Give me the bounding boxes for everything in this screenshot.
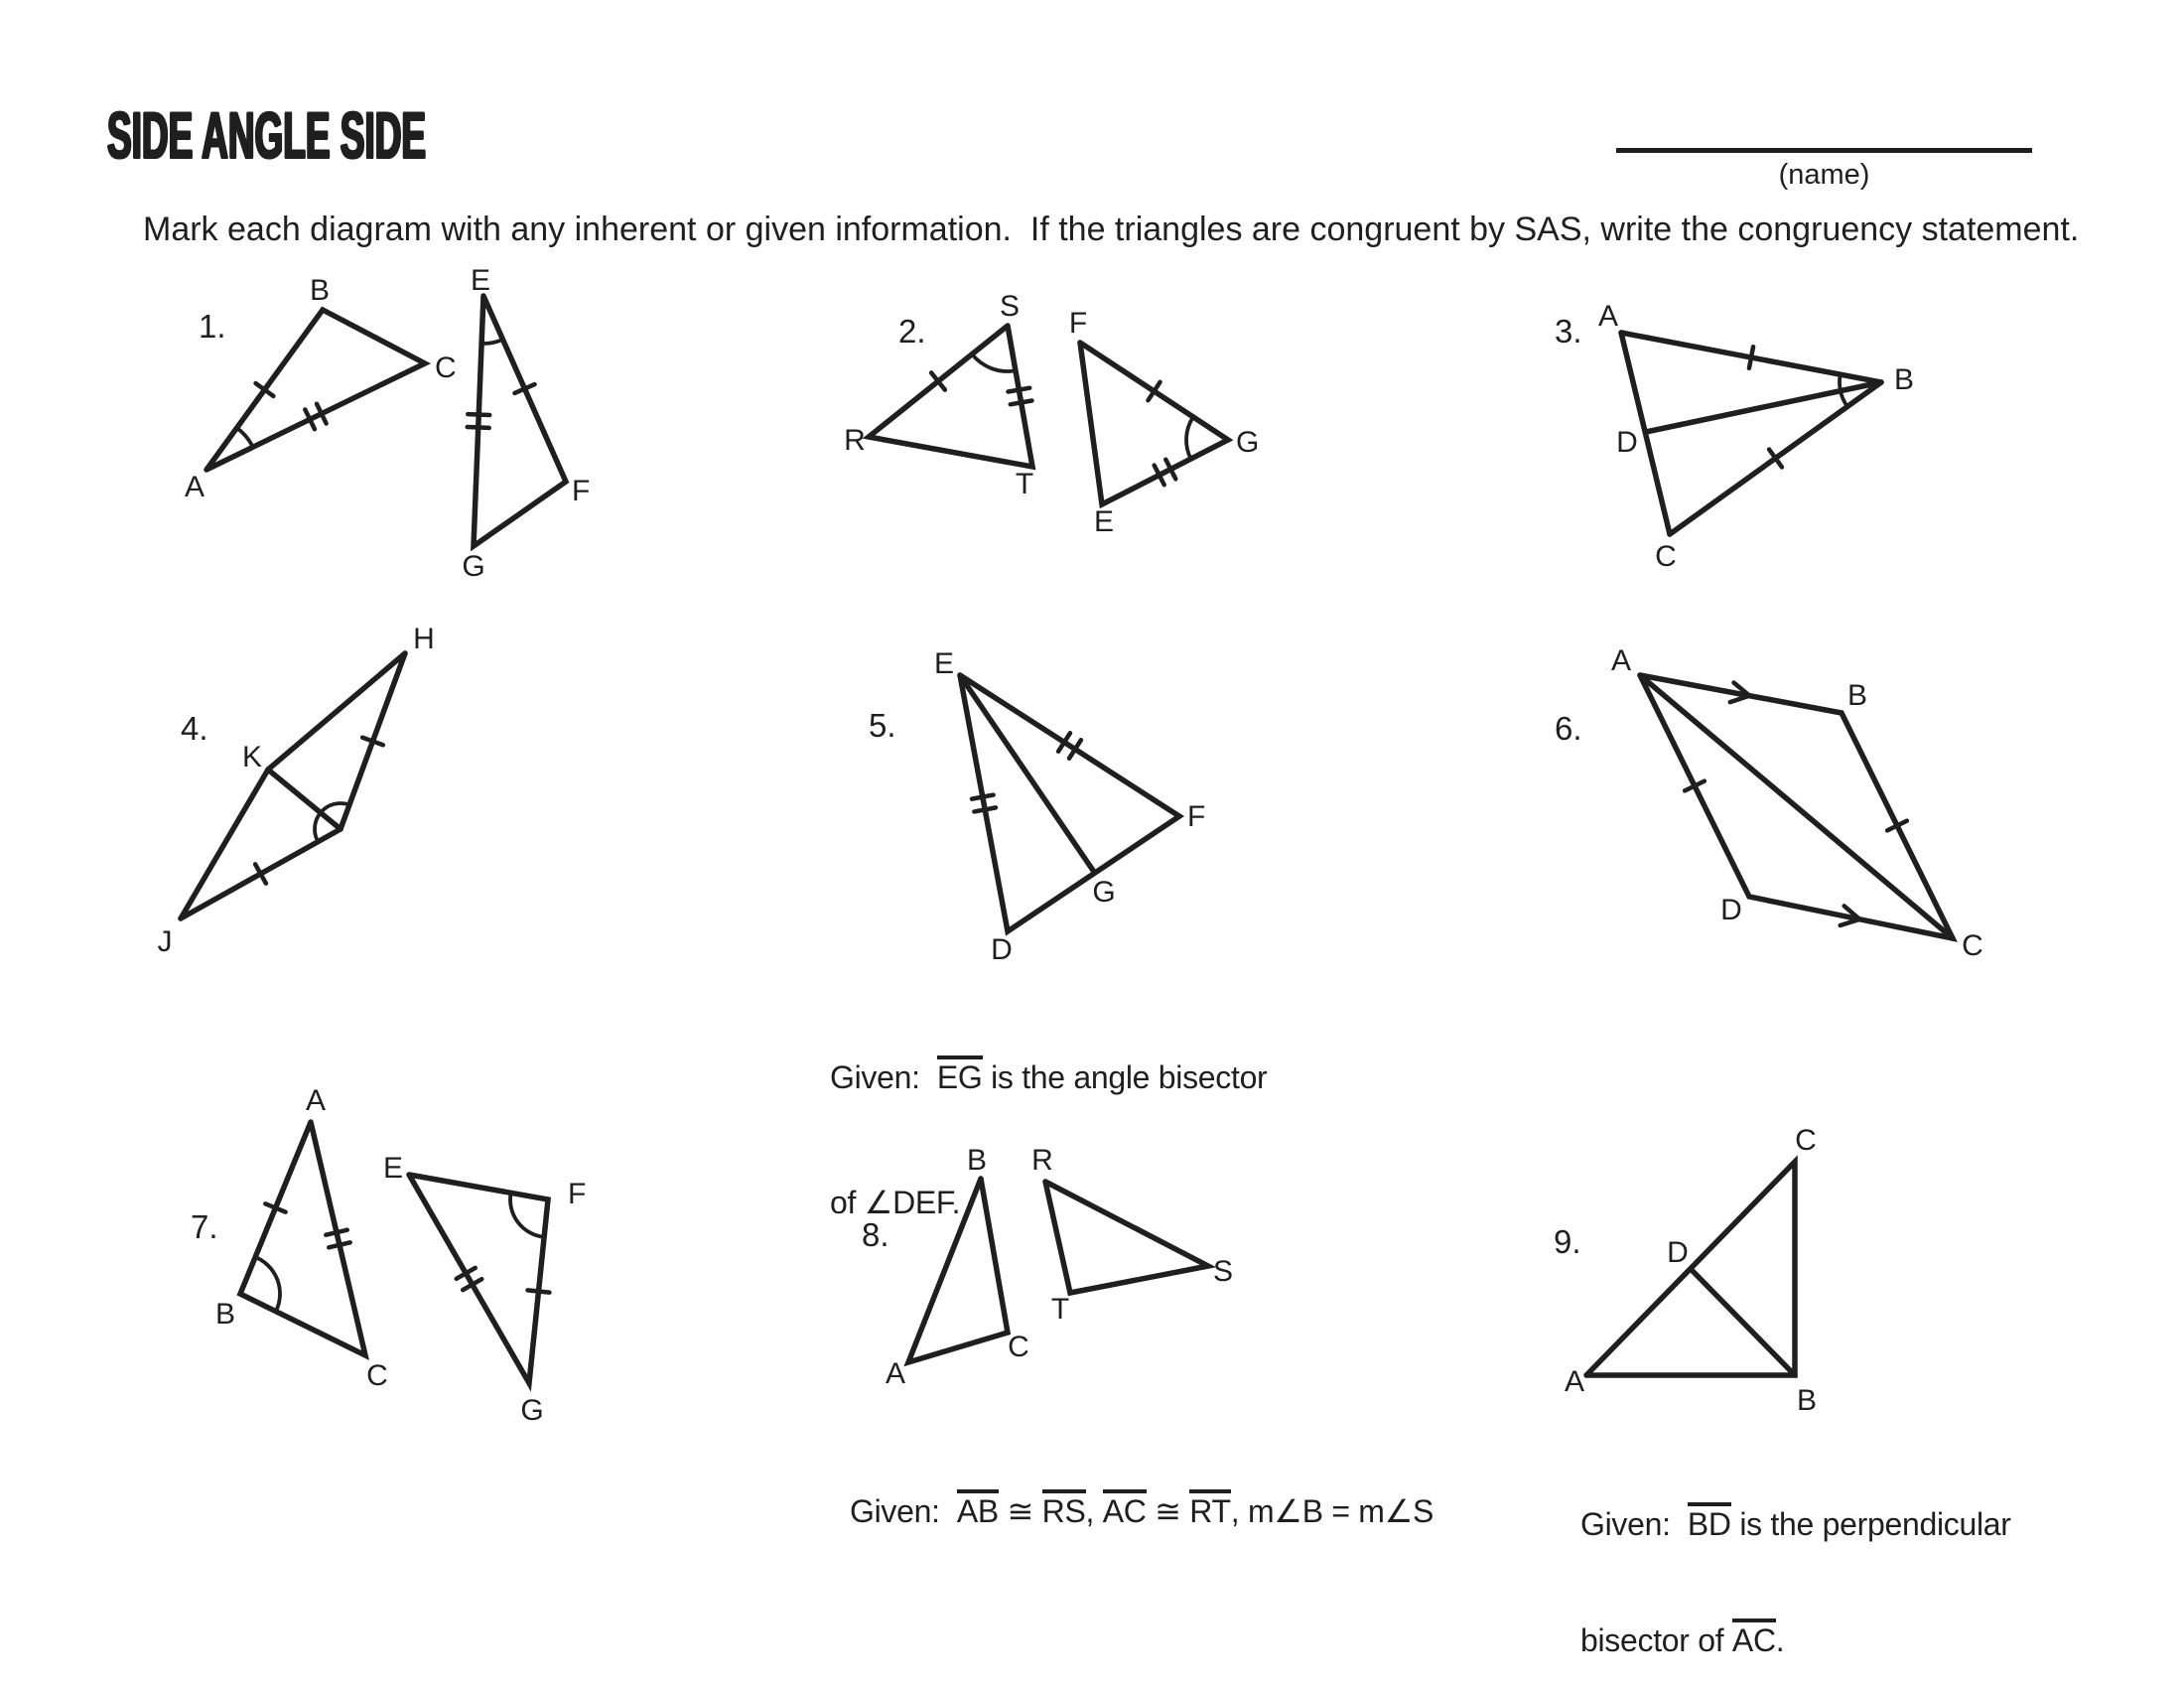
- triangle-rst-outline: [869, 326, 1032, 467]
- problem-1-diagram: [185, 264, 590, 583]
- vertex-label-c: C: [1008, 1331, 1029, 1363]
- angle-equality-text: , m∠B = m∠S: [1230, 1493, 1434, 1529]
- problem-2-number: 2.: [898, 313, 926, 350]
- vertex-label-h: H: [413, 623, 435, 655]
- angle-mark-s: [972, 354, 1016, 371]
- segments-hm-mj: [181, 653, 405, 918]
- given-label: Given:: [830, 1059, 937, 1095]
- instructions-text: Mark each diagram with any inherent or given information. If the triangles are congruent by SAS, write the congruency statement.: [143, 211, 2080, 248]
- vertex-label-b: B: [966, 1144, 988, 1177]
- vertex-label-s: S: [999, 290, 1021, 323]
- given-5-line-2: [830, 1182, 1267, 1223]
- vertex-label-a: A: [305, 1084, 327, 1117]
- triangle-def-outline: [960, 675, 1179, 931]
- segment-ref-bd: BD: [1688, 1502, 1731, 1540]
- given-9-line-2: [1580, 1618, 2011, 1659]
- given-label: Given:: [850, 1493, 957, 1529]
- vertex-label-d: D: [1720, 894, 1742, 926]
- segment-ref-rs: RS: [1042, 1489, 1086, 1527]
- triangle-abc-outline: [206, 310, 425, 470]
- angle-mark-g: [1186, 417, 1193, 459]
- vertex-label-c: C: [435, 352, 457, 384]
- vertex-label-a: A: [1610, 644, 1632, 677]
- vertex-label-k: K: [241, 741, 263, 774]
- problem-9-diagram: [1554, 1124, 1817, 1417]
- given-text-problem-9: [1580, 1427, 2011, 1688]
- vertex-label-s: S: [1212, 1255, 1234, 1288]
- vertex-label-b: B: [1796, 1384, 1818, 1417]
- problem-5-diagram: [869, 647, 1205, 966]
- vertex-label-e: E: [382, 1152, 404, 1185]
- name-caption: (name): [1778, 159, 1870, 191]
- vertex-label-f: F: [568, 1178, 587, 1210]
- vertex-label-b: B: [1846, 679, 1868, 712]
- triangle-fge-outline: [1080, 343, 1228, 504]
- vertex-label-c: C: [1795, 1124, 1817, 1157]
- tick-mark-ab: [1749, 347, 1753, 368]
- angle-mark-e: [481, 340, 502, 344]
- triangle-abc-outline: [240, 1122, 365, 1355]
- given-text-problem-8: [850, 1406, 1433, 1616]
- problem-6-number: 6.: [1555, 710, 1582, 747]
- given-text: is the angle bisector: [982, 1059, 1268, 1095]
- vertex-label-c: C: [366, 1359, 388, 1392]
- vertex-label-d: D: [991, 933, 1013, 966]
- vertex-label-d: D: [1667, 1236, 1689, 1269]
- problem-1-number: 1.: [199, 308, 226, 345]
- vertex-label-t: T: [1015, 468, 1034, 500]
- problem-2-diagram: [844, 290, 1259, 538]
- segment-ref-ac: AC: [1732, 1618, 1776, 1656]
- vertex-label-a: A: [1597, 300, 1619, 333]
- segment-db: [1691, 1269, 1795, 1375]
- vertex-label-c: C: [1962, 929, 1983, 962]
- problem-4-number: 4.: [181, 710, 208, 747]
- segment-ref-ac: AC: [1103, 1489, 1147, 1527]
- vertex-label-e2: E: [1093, 505, 1115, 538]
- problem-5-number: 5.: [869, 707, 896, 744]
- vertex-label-j: J: [157, 925, 173, 958]
- vertex-label-f: F: [1187, 800, 1206, 833]
- vertex-label-a: A: [885, 1357, 906, 1390]
- problem-3-diagram: [1555, 300, 1914, 573]
- given-5-line-1: [830, 1055, 1267, 1098]
- vertex-label-g: G: [520, 1394, 544, 1427]
- vertex-label-f2: F: [1068, 307, 1088, 340]
- vertex-label-a: A: [184, 471, 205, 503]
- vertex-label-g: G: [462, 550, 485, 583]
- congruent-symbol: ≅: [1146, 1493, 1190, 1529]
- congruent-symbol: ≅: [998, 1493, 1042, 1529]
- angle-mark-dbc: [1841, 391, 1847, 407]
- vertex-label-g2: G: [1236, 426, 1260, 459]
- vertex-label-a: A: [1564, 1365, 1585, 1398]
- problem-6-diagram: [1555, 644, 1983, 962]
- problem-9-number: 9.: [1554, 1223, 1581, 1260]
- separator: ,: [1085, 1493, 1103, 1529]
- diagonal-ac: [1640, 675, 1953, 938]
- angle-ref-def: of ∠DEF.: [830, 1185, 961, 1220]
- problem-7-number: 7.: [191, 1208, 218, 1245]
- problem-8-number: 8.: [862, 1216, 889, 1253]
- page-title: SIDE ANGLE SIDE: [107, 98, 427, 172]
- vertex-label-g: G: [1092, 876, 1116, 909]
- problem-7-diagram: [191, 1084, 586, 1427]
- segment-ref-rt: RT: [1189, 1489, 1230, 1527]
- vertex-label-r: R: [844, 424, 866, 457]
- angle-mark-abd: [1840, 374, 1841, 391]
- triangle-efg-outline: [474, 296, 566, 546]
- given-9-line-1: [1580, 1502, 2011, 1543]
- segment-km: [268, 770, 341, 829]
- given-text: bisector of: [1580, 1622, 1732, 1658]
- vertex-label-b: B: [309, 274, 331, 307]
- vertex-label-d: D: [1616, 426, 1638, 459]
- vertex-label-b: B: [214, 1298, 236, 1331]
- vertex-label-b: B: [1894, 363, 1915, 396]
- given-text: is the perpendicular: [1730, 1506, 2011, 1542]
- angle-mark-a: [237, 428, 253, 447]
- problem-3-number: 3.: [1555, 313, 1582, 350]
- segment-ref-eg: EG: [937, 1055, 983, 1093]
- vertex-label-e: E: [933, 647, 955, 680]
- given-label: Given:: [1580, 1506, 1688, 1542]
- given-text-problem-5: [830, 972, 1267, 1307]
- vertex-label-e: E: [470, 264, 491, 297]
- period: .: [1775, 1622, 1785, 1658]
- vertex-label-c: C: [1655, 540, 1677, 573]
- tick-mark-fg: [528, 1290, 550, 1292]
- problem-4-diagram: [158, 623, 435, 958]
- vertex-label-t: T: [1050, 1293, 1070, 1326]
- segments-jk-kh: [181, 653, 405, 918]
- segment-ref-ab: AB: [957, 1489, 999, 1527]
- vertex-label-r: R: [1031, 1144, 1053, 1177]
- given-8-line-1: [850, 1489, 1433, 1532]
- vertex-label-f: F: [572, 475, 591, 507]
